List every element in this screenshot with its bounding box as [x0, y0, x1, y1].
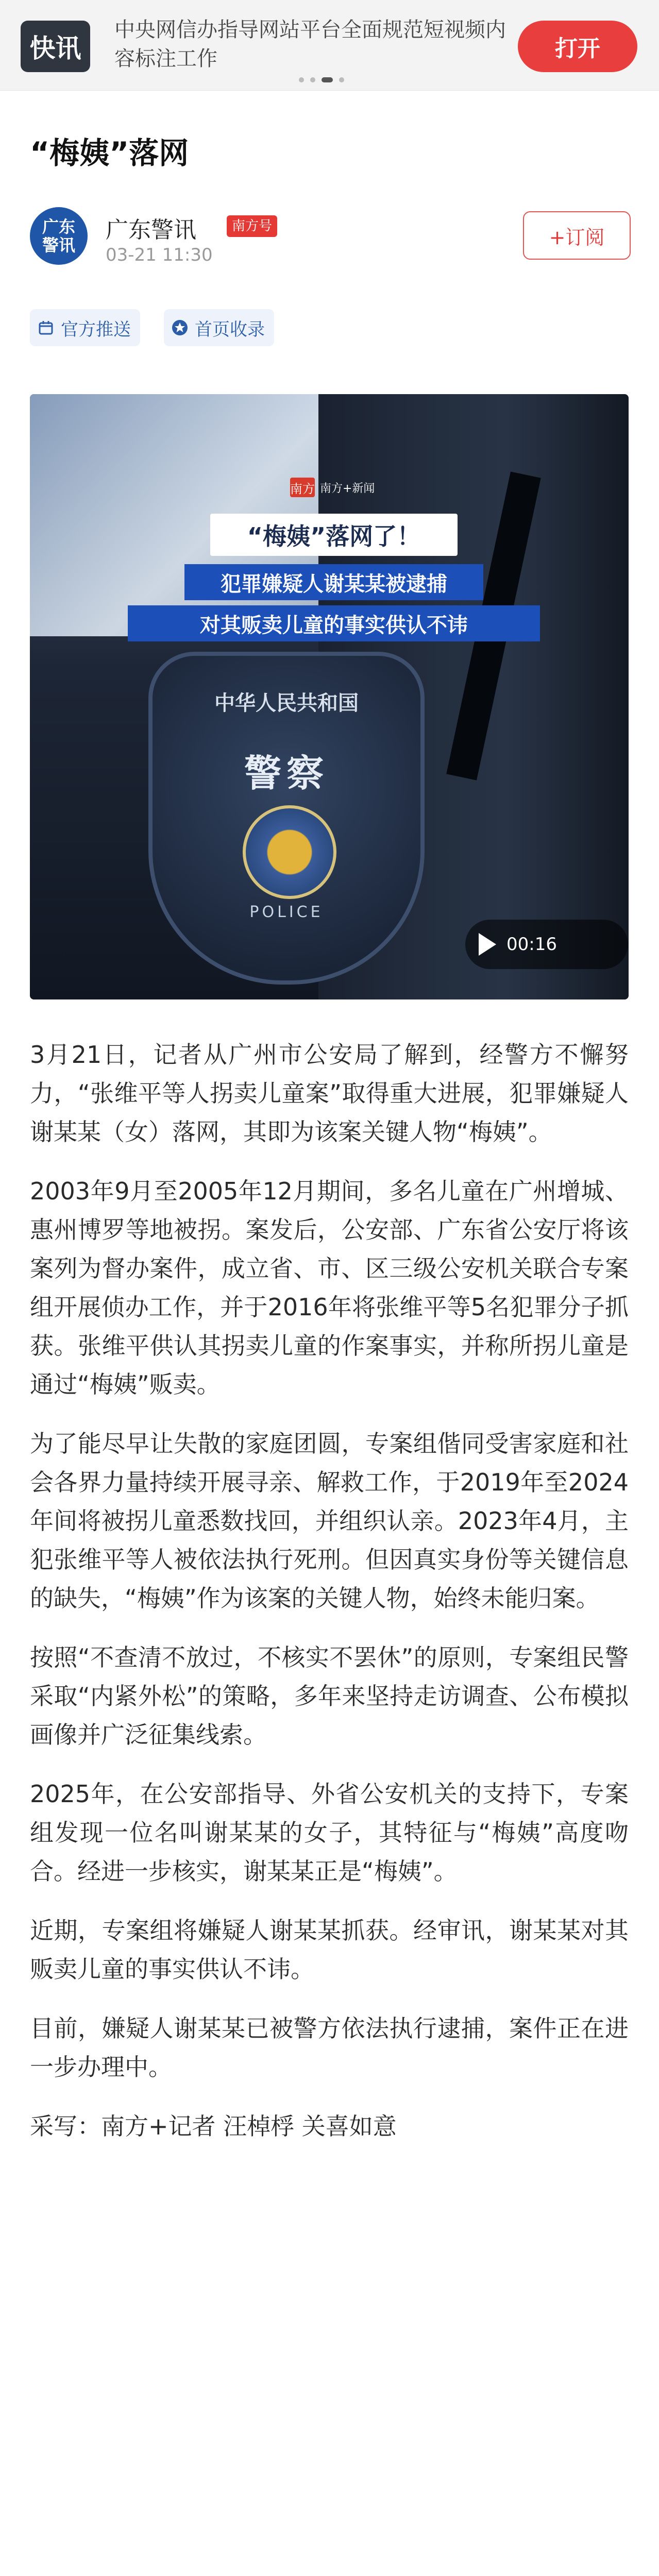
kuaixun-logo: 快讯 [21, 21, 90, 72]
open-app-button[interactable]: 打开 [518, 21, 637, 72]
video-subline-2: 对其贩卖儿童的事实供认不讳 [128, 605, 540, 641]
article-paragraph: 按照“不查清不放过，不核实不罢休”的原则，专案组民警采取“内紧外松”的策略，多年来坚持走访调查、公布模拟画像并广泛征集线索。 [30, 1643, 629, 1749]
author-badge: 南方号 [227, 215, 277, 237]
calendar-icon [37, 319, 55, 336]
patch-police-text: POLICE [249, 903, 324, 921]
publish-date: 03-21 11:30 [106, 245, 213, 265]
author-avatar[interactable]: 广东警讯 [30, 207, 88, 265]
article-body [30, 1036, 629, 2166]
banner-headline[interactable]: 中央网信办指导网站平台全面规范短视频内容标注工作 [114, 18, 506, 71]
article-paragraph: 3月21日，记者从广州市公安局了解到，经警方不懈努力，“张维平等人拐卖儿童案”取得重大进展，犯罪嫌疑人谢某某（女）落网，其即为该案关键人物“梅姨”。 [30, 1041, 629, 1146]
tag-label: 官方推送 [61, 319, 131, 340]
article-paragraph: 为了能尽早让失散的家庭团圆，专案组偕同受害家庭和社会各界力量持续开展寻亲、解救工作，于2019年至2024年间将被拐儿童悉数找回，并组织认亲。2023年4月，主犯张维平等人被依法执行死刑。但因真实身份等关键信息的缺失，“梅姨”作为该案的关键人物，始终未能归案。 [30, 1430, 629, 1612]
tag-official-push[interactable] [30, 309, 140, 346]
video-source-logo [290, 478, 375, 497]
patch-text-mid: 警察 [244, 752, 329, 795]
video-player[interactable] [30, 394, 629, 999]
article-paragraph: 近期，专案组将嫌疑人谢某某抓获。经审讯，谢某某对其贩卖儿童的事实供认不讳。 [30, 1917, 629, 1983]
carousel-dot-active [322, 77, 333, 82]
star-icon [171, 319, 189, 336]
patch-text-top: 中华人民共和国 [214, 691, 359, 715]
article-paragraph: 2025年，在公安部指导、外省公安机关的支持下，专案组发现一位名叫谢某某的女子，其特征与“梅姨”高度吻合。经进一步核实，谢某某正是“梅姨”。 [30, 1780, 629, 1885]
article-paragraph: 2003年9月至2005年12月期间，多名儿童在广州增城、惠州博罗等地被拐。案发后，公安部、广东省公安厅将该案列为督办案件，成立省、市、区三级公安机关联合专案组开展侦办工作，并于2016年将张维平等5名犯罪分子抓获。张维平供认其拐卖儿童的作案事实，并称所拐儿童是通过“梅姨”贩卖。 [30, 1177, 629, 1398]
police-patch [148, 652, 425, 985]
video-headline: “梅姨”落网了！ [210, 514, 458, 556]
tag-label: 首页收录 [195, 319, 265, 340]
article-paragraph: 目前，嫌疑人谢某某已被警方依法执行逮捕，案件正在进一步办理中。 [30, 2014, 629, 2081]
video-controls[interactable] [465, 920, 628, 969]
video-duration: 00:16 [506, 934, 557, 955]
article-credit: 采写：南方+记者 汪棹桴 关喜如意 [30, 2112, 397, 2140]
carousel-dot [339, 77, 344, 82]
carousel-dots [299, 77, 344, 82]
article-title: “梅姨”落网 [30, 135, 189, 171]
police-emblem-icon [243, 805, 336, 899]
author-name[interactable]: 广东警讯 [106, 217, 196, 243]
nanfang-logo-icon: 南方 [290, 478, 315, 497]
tag-homepage[interactable] [164, 309, 274, 346]
carousel-dot [299, 77, 304, 82]
app-download-banner[interactable] [0, 0, 659, 91]
carousel-dot [310, 77, 315, 82]
subscribe-button[interactable]: +订阅 [523, 211, 631, 260]
video-source-text: 南方+新闻 [320, 482, 375, 495]
video-subline-1: 犯罪嫌疑人谢某某被逮捕 [184, 564, 483, 600]
play-icon[interactable] [479, 933, 496, 956]
